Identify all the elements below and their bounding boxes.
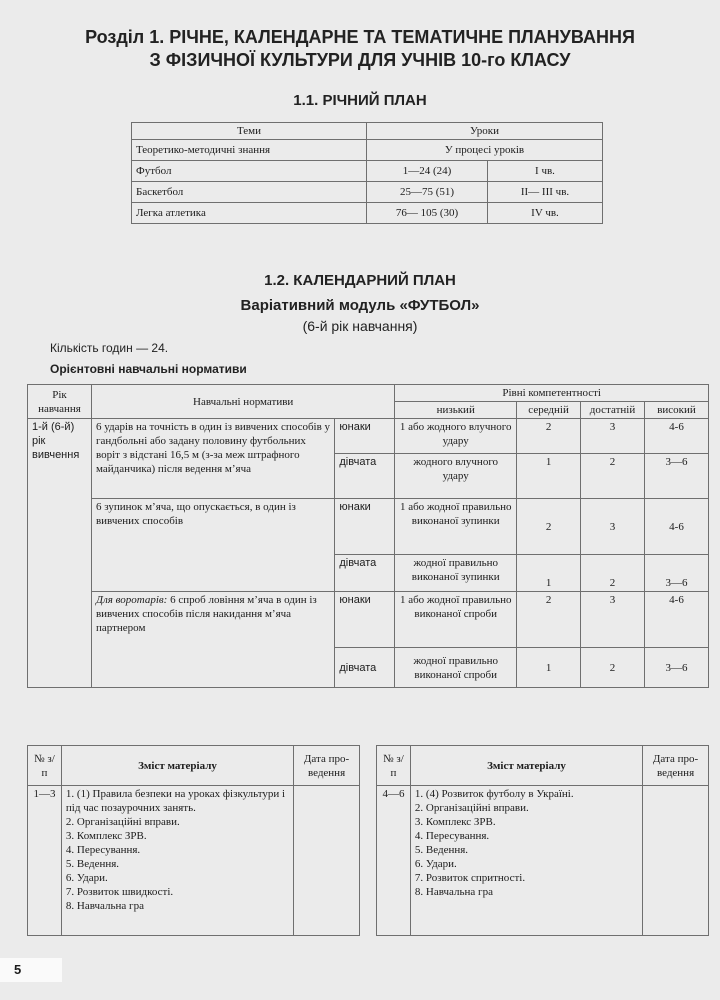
level-mid: 1 — [517, 555, 581, 592]
list-item: 8. Навчальна гра — [414, 886, 493, 898]
year-cell: 1-й (6-й) рік вивчення — [28, 419, 92, 688]
lessons-table-left — [27, 745, 360, 936]
level-low: 1 або жодного влучного удару — [395, 419, 517, 454]
level-sufficient: 3 — [581, 499, 645, 555]
level-low: жодної правильно виконаної зупинки — [395, 555, 517, 592]
level-low: 1 або жодної правильно виконаної зупинки — [395, 499, 517, 555]
list-item: 4. Пересування. — [65, 844, 141, 856]
header-sufficient: достатній — [581, 402, 645, 419]
header-date: Дата проведення — [643, 746, 709, 786]
gender-boys: юнаки — [335, 499, 395, 555]
lesson-number: 4—6 — [377, 786, 411, 936]
norms-label: Орієнтовні навчальні нормативи — [50, 362, 247, 376]
list-item: 1. (4) Розвиток футболу в Україні. — [414, 788, 574, 800]
level-low: 1 або жодної правильно виконаної спроби — [395, 592, 517, 648]
gender-girls: дівчата — [335, 454, 395, 499]
norm-text — [91, 592, 334, 688]
list-item: 4. Пересування. — [414, 830, 490, 842]
goalkeeper-label: Для воротарів: — [95, 594, 168, 606]
topic-cell: Теоретико-методичні знання — [132, 140, 367, 161]
lesson-content — [61, 786, 293, 936]
topic-cell: Легка атлетика — [132, 203, 367, 224]
col-lessons-header: Уроки — [367, 123, 603, 140]
term-cell: І чв. — [488, 161, 603, 182]
gender-boys: юнаки — [335, 419, 395, 454]
term-cell: ІІ— ІІІ чв. — [488, 182, 603, 203]
topic-cell: Футбол — [132, 161, 367, 182]
list-item: 8. Навчальна гра — [65, 900, 144, 912]
level-mid: 2 — [517, 419, 581, 454]
header-high: високий — [645, 402, 709, 419]
list-item: 3. Комплекс ЗРВ. — [414, 816, 496, 828]
page-number: 5 — [0, 958, 62, 982]
goalkeeper-text: 6 спроб ловіння м’яча в один із вивчених способів після накидання м’яча партнером — [95, 594, 317, 634]
level-high: 4-6 — [645, 499, 709, 555]
list-item: 5. Ведення. — [65, 858, 120, 870]
col-topics-header: Теми — [132, 123, 367, 140]
level-sufficient: 2 — [581, 555, 645, 592]
lessons-cell: 25—75 (51) — [367, 182, 488, 203]
section-title-line2: З ФІЗИЧНОЇ КУЛЬТУРИ ДЛЯ УЧНІВ 10-го КЛАСУ — [149, 50, 571, 70]
header-mid: середній — [517, 402, 581, 419]
list-item: 2. Організаційні вправи. — [65, 816, 180, 828]
norm-text: 6 ударів на точність в один із вивчених способів у гандбольні або задану половину футбольних воріт з відстані 16,5 м (з-за меж штрафного майданчика) після ведення м’яча — [91, 419, 334, 499]
level-mid: 1 — [517, 648, 581, 688]
level-mid: 1 — [517, 454, 581, 499]
level-sufficient: 2 — [581, 648, 645, 688]
header-number: № з/п — [28, 746, 62, 786]
header-number: № з/п — [377, 746, 411, 786]
level-sufficient: 3 — [581, 592, 645, 648]
list-item: 5. Ведення. — [414, 844, 469, 856]
list-item: 1. (1) Правила безпеки на уроках фізкультури і під час позаурочних занять. — [65, 788, 286, 814]
level-low: жодного влучного удару — [395, 454, 517, 499]
level-sufficient: 3 — [581, 419, 645, 454]
norm-text: 6 зупинок м’яча, що опускається, в один із вивчених способів — [91, 499, 334, 592]
module-heading: Варіативний модуль «ФУТБОЛ» — [240, 297, 480, 314]
norms-table — [27, 384, 709, 688]
header-year: Рік навчання — [28, 385, 92, 419]
level-high: 3—6 — [645, 454, 709, 499]
list-item: 6. Удари. — [65, 872, 108, 884]
gender-girls: дівчата — [335, 555, 395, 592]
list-item: 7. Розвиток спритності. — [414, 872, 526, 884]
level-mid: 2 — [517, 592, 581, 648]
level-high: 3—6 — [645, 555, 709, 592]
list-item: 2. Організаційні вправи. — [414, 802, 529, 814]
level-high: 4-6 — [645, 419, 709, 454]
lesson-date — [294, 786, 360, 936]
lessons-table-right — [376, 745, 709, 936]
section-title-line1: Розділ 1. РІЧНЕ, КАЛЕНДАРНЕ ТА ТЕМАТИЧНЕ ПЛАНУВАННЯ — [85, 27, 635, 47]
study-year: (6-й рік навчання) — [302, 318, 418, 334]
list-item: 6. Удари. — [414, 858, 457, 870]
level-mid: 2 — [517, 499, 581, 555]
header-content: Зміст матеріалу — [410, 746, 642, 786]
gender-girls: дівчата — [335, 648, 395, 688]
hours-count: Кількість годин — 24. — [50, 341, 169, 355]
lesson-content — [410, 786, 642, 936]
level-low: жодної правильно виконаної спроби — [395, 648, 517, 688]
header-date: Дата проведення — [294, 746, 360, 786]
gender-boys: юнаки — [335, 592, 395, 648]
level-high: 3—6 — [645, 648, 709, 688]
annual-plan-heading: 1.1. РІЧНИЙ ПЛАН — [293, 92, 427, 109]
header-levels: Рівні компетентності — [395, 385, 709, 402]
list-item: 7. Розвиток швидкості. — [65, 886, 174, 898]
list-item: 3. Комплекс ЗРВ. — [65, 830, 147, 842]
lessons-cell: 1—24 (24) — [367, 161, 488, 182]
lesson-number: 1—3 — [28, 786, 62, 936]
topic-cell: Баскетбол — [132, 182, 367, 203]
lessons-cell: 76— 105 (30) — [367, 203, 488, 224]
header-norms: Навчальні нормативи — [91, 385, 394, 419]
level-sufficient: 2 — [581, 454, 645, 499]
level-high: 4-6 — [645, 592, 709, 648]
header-low: низький — [395, 402, 517, 419]
header-content: Зміст матеріалу — [61, 746, 293, 786]
term-cell: IV чв. — [488, 203, 603, 224]
annual-plan-table — [131, 122, 603, 224]
calendar-plan-heading: 1.2. КАЛЕНДАРНИЙ ПЛАН — [264, 272, 456, 289]
lessons-cell: У процесі уроків — [367, 140, 603, 161]
lesson-date — [643, 786, 709, 936]
